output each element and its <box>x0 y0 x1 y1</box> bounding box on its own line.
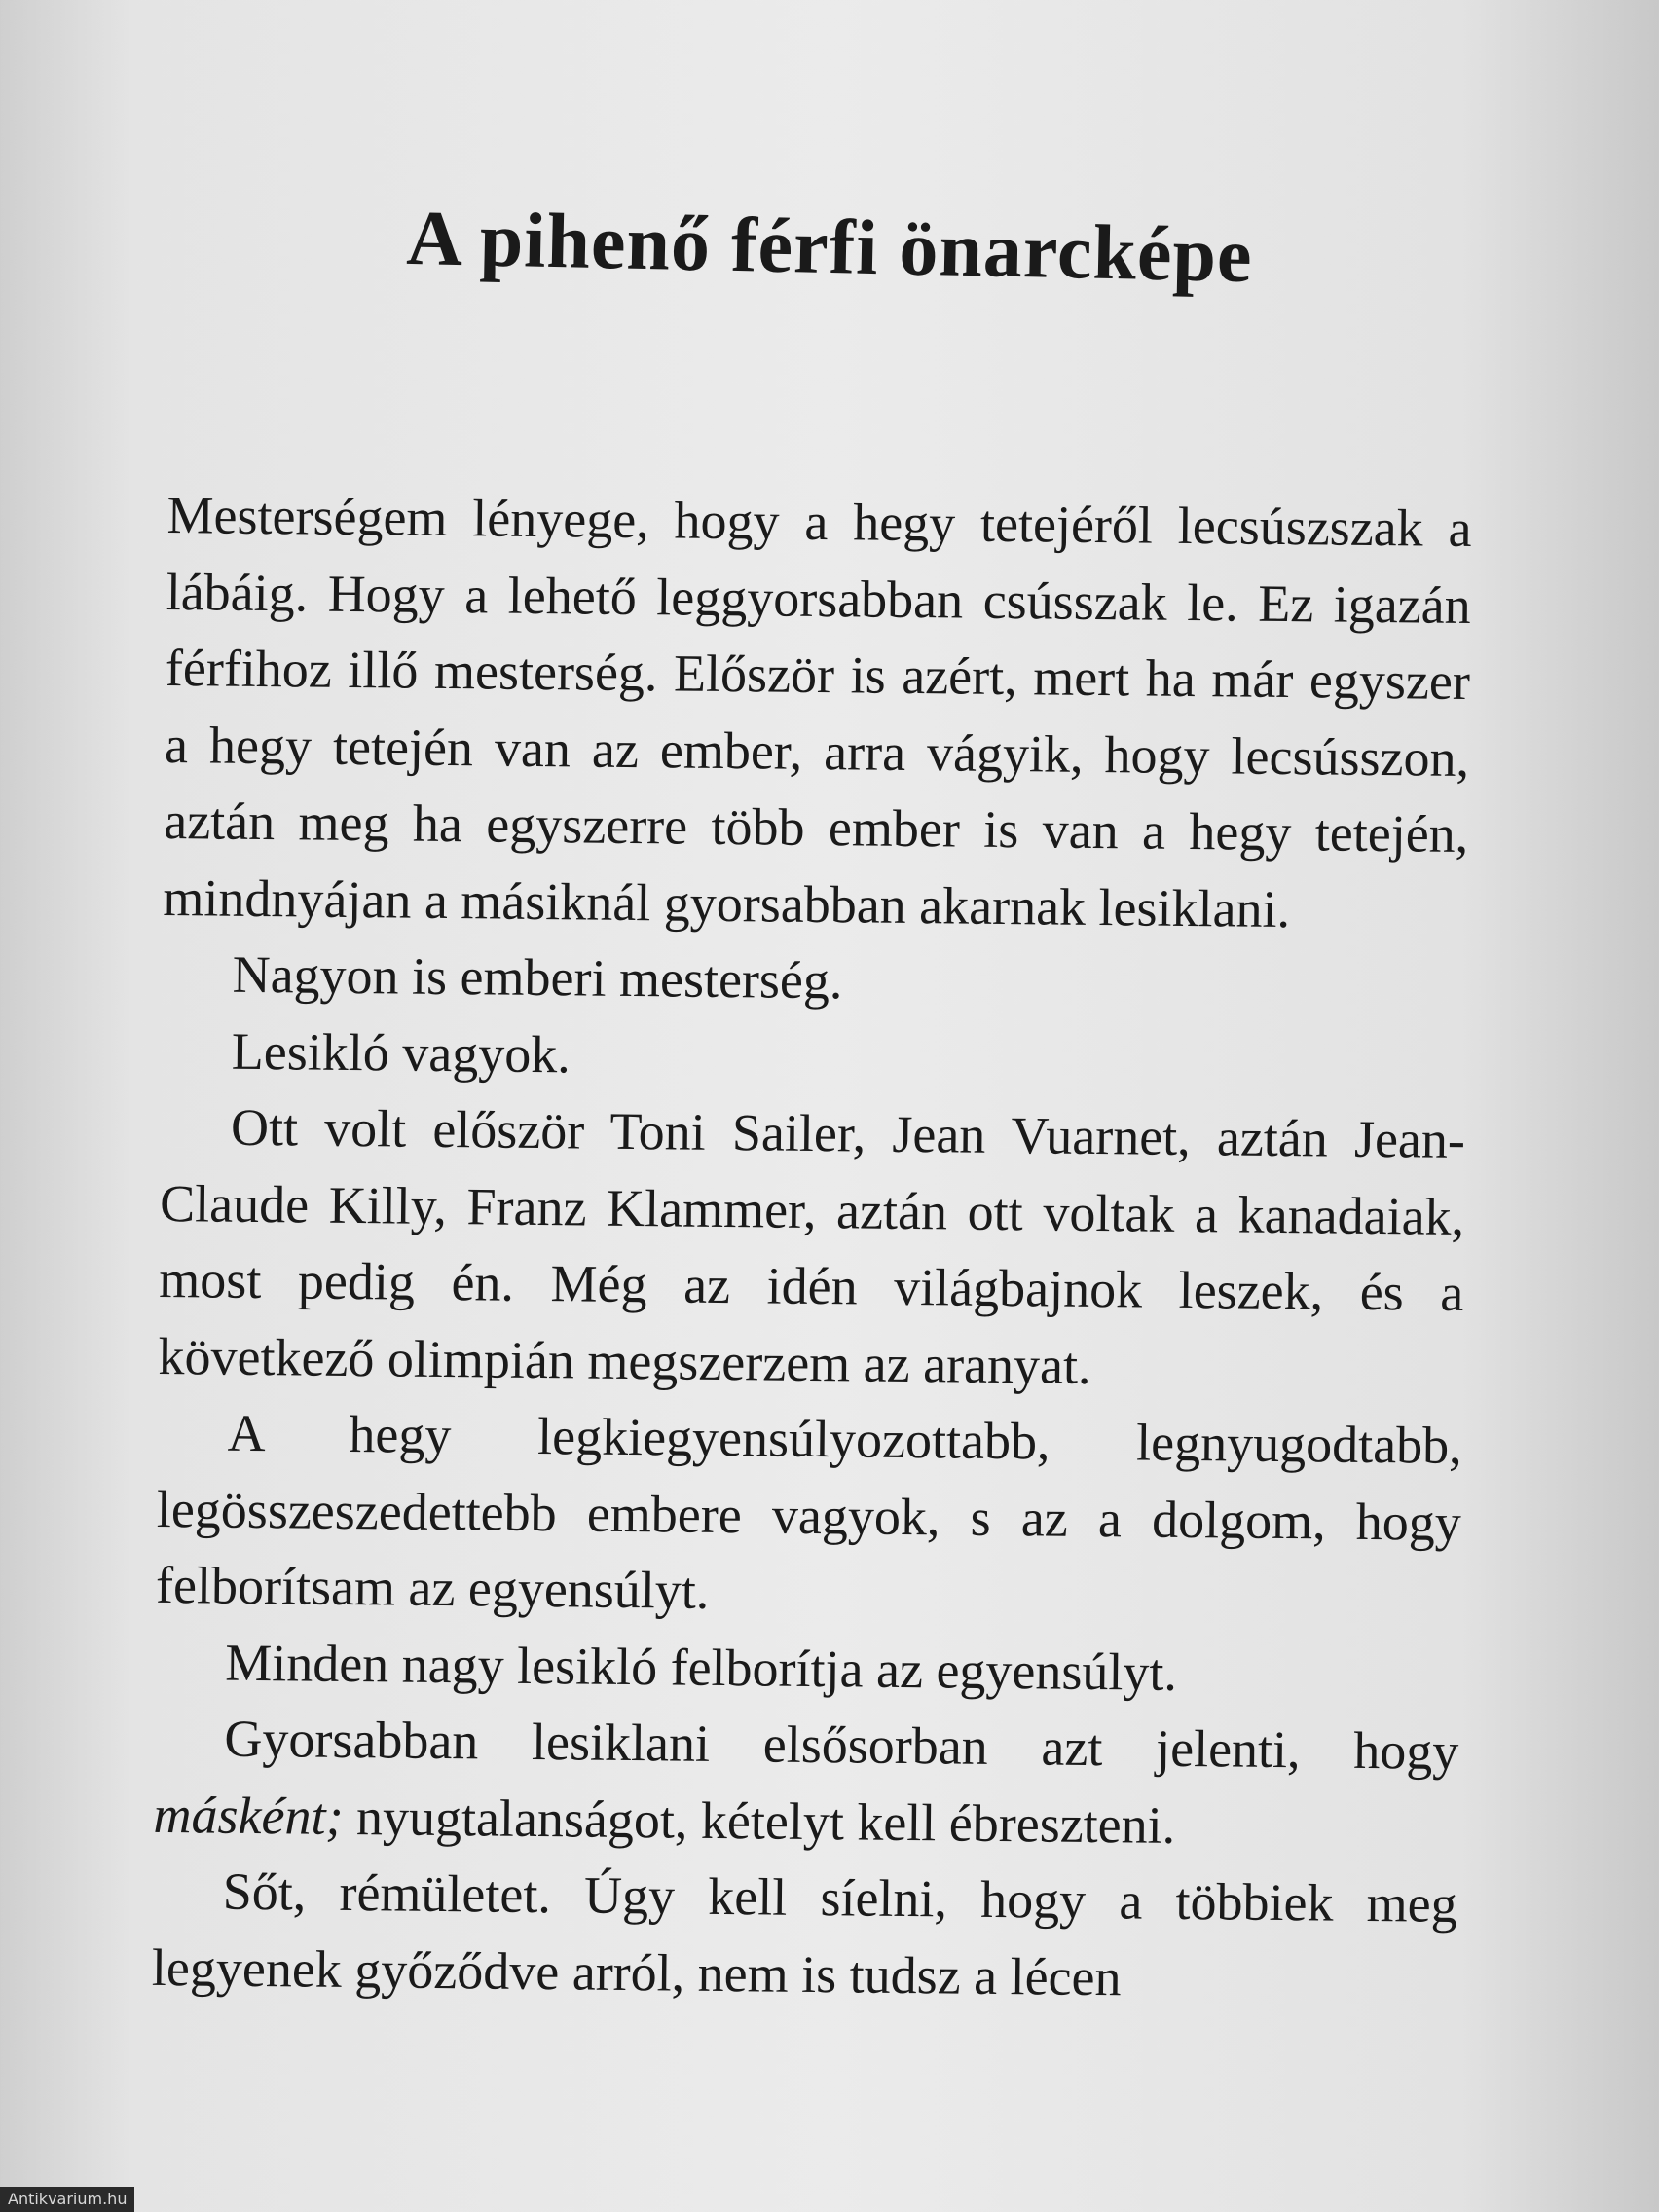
paragraph-3: Lesikló vagyok. <box>231 1021 571 1084</box>
paragraph-7-text-after: nyugtalanságot, kételyt kell ébreszteni. <box>343 1787 1176 1855</box>
paragraph-5: A hegy legkiegyensúlyozottabb, legnyugodtabb, legösszeszedettebb embere vagyok, s az a dolgom, hogy felborítsam az egyensúlyt. <box>155 1403 1462 1620</box>
body-text <box>152 477 1472 2019</box>
paragraph-8: Sőt, rémületet. Úgy kell síelni, hogy a többiek meg legyenek győződve arról, nem is tudsz a lécen <box>151 1862 1458 2007</box>
paragraph-7-italic: másként; <box>153 1785 344 1846</box>
watermark: Antikvarium.hu <box>0 2187 134 2212</box>
paragraph-4: Ott volt először Toni Sailer, Jean Vuarnet, aztán Jean-Claude Killy, Franz Klammer, aztán ott voltak a kanadaiak, most pedig én. Még az idén világbajnok leszek, és a következő olimpián megszerzem az aranyat. <box>158 1097 1466 1395</box>
paragraph-1: Mesterségem lényege, hogy a hegy tetejéről lecsúszszak a lábáig. Hogy a lehető leggyorsabban csússzak le. Ez igazán férfihoz illő mesterség. Először is azért, mert ha már egyszer a hegy tetején van az ember, arra vágyik, hogy lecsússzon, aztán meg ha egyszerre több ember is van a hegy tetején, mindnyájan a másiknál gyorsabban akarnak lesiklani. <box>163 485 1472 939</box>
page-title: A pihenő férfi önarcképe <box>405 195 1254 299</box>
paragraph-2: Nagyon is emberi mesterség. <box>232 944 843 1011</box>
paragraph-7-text: Gyorsabban lesiklani elsősorban azt jelenti, hogy <box>224 1709 1459 1781</box>
paragraph-6: Minden nagy lesikló felborítja az egyensúlyt. <box>224 1633 1178 1702</box>
paragraph-7 <box>153 1700 1459 1866</box>
